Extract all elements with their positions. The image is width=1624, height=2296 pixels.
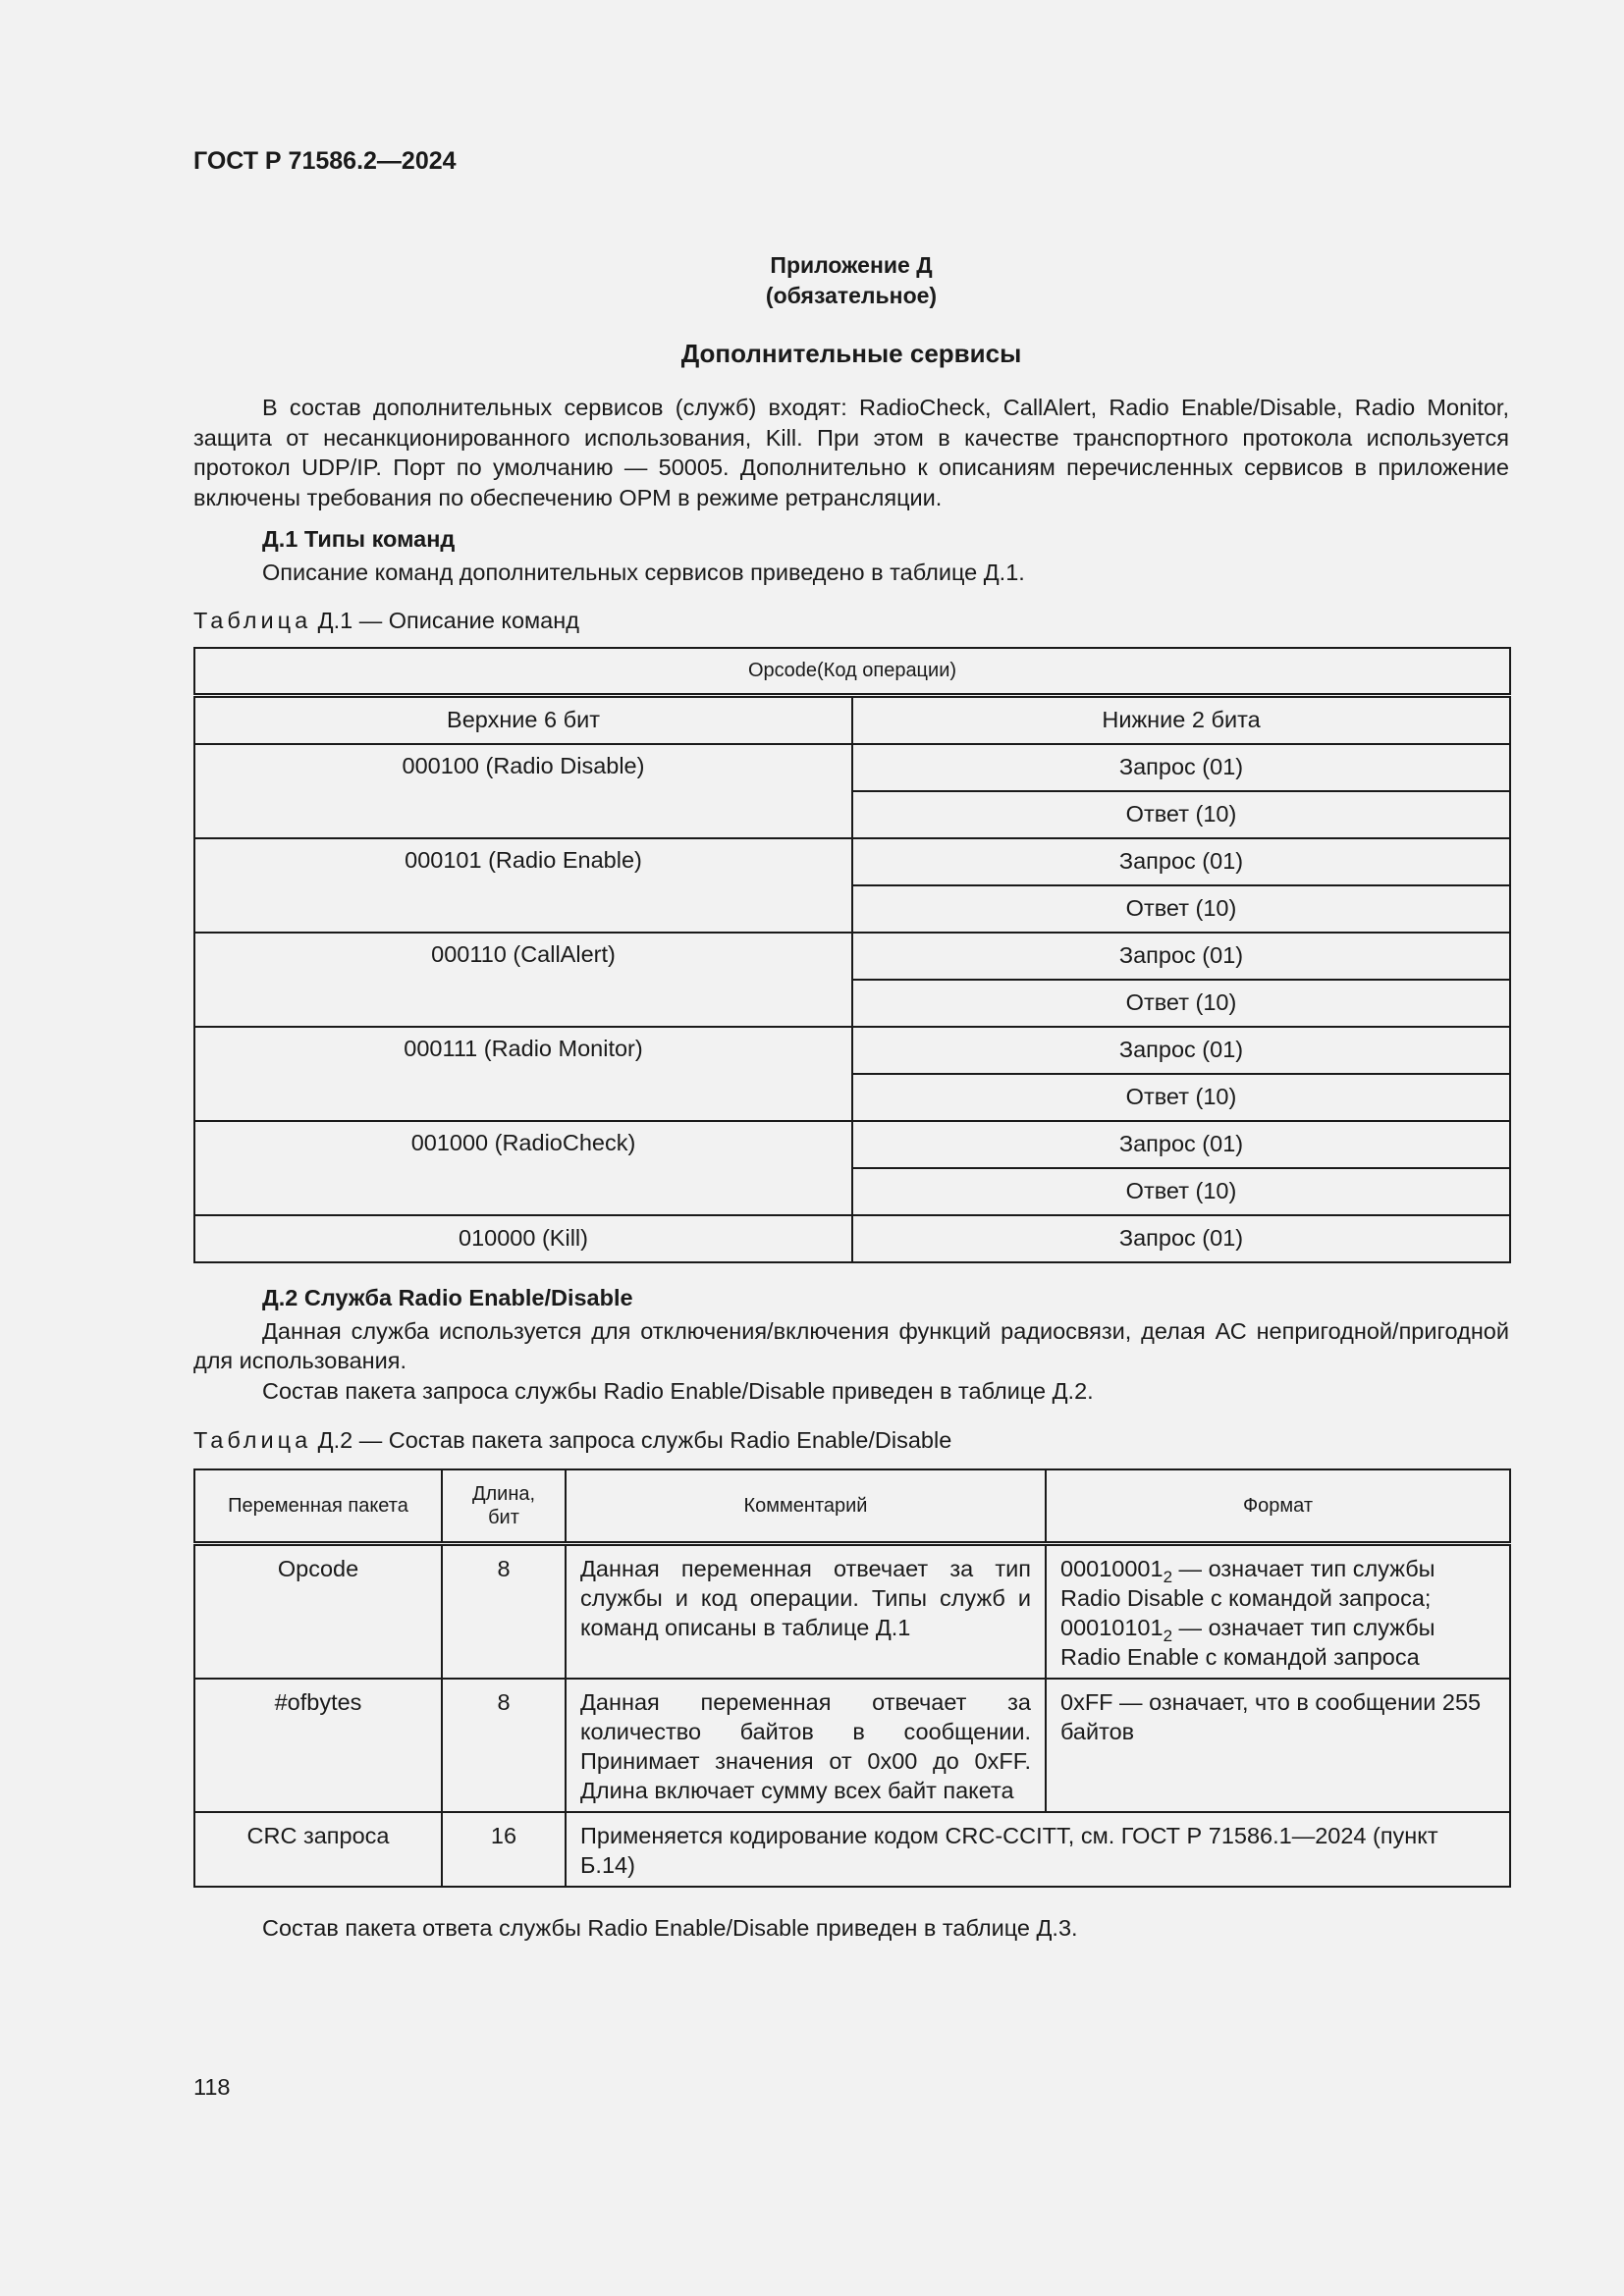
table-cell-upper: 010000 (Kill) <box>194 1215 852 1262</box>
length-header-line1: Длина, <box>471 1483 536 1505</box>
table-cell-lower: Запрос (01) <box>852 933 1510 980</box>
page-number: 118 <box>193 2074 231 2100</box>
annex-status: (обязательное) <box>765 283 938 308</box>
table-cell-format: 0xFF — означает, что в сообщении 255 байтов <box>1046 1679 1510 1812</box>
table-2-caption-label: Таблица <box>193 1427 312 1453</box>
table-cell-lower: Ответ (10) <box>852 791 1510 838</box>
column-header-variable: Переменная пакета <box>194 1469 442 1544</box>
table-cell-length: 8 <box>442 1679 566 1812</box>
annex-name: Приложение Д <box>770 252 933 278</box>
format-code-base: 2 <box>1163 1627 1173 1645</box>
section-1-text: Описание команд дополнительных сервисов приведено в таблице Д.1. <box>262 560 1025 585</box>
closing-text: Состав пакета ответа службы Radio Enable/Disable приведен в таблице Д.3. <box>262 1915 1078 1941</box>
table-cell-upper: 000101 (Radio Enable) <box>194 838 852 933</box>
length-header-line2: бит <box>488 1507 519 1528</box>
format-code: 00010001 <box>1060 1556 1164 1581</box>
section-2-heading: Д.2 Служба Radio Enable/Disable <box>262 1284 633 1310</box>
table-cell-lower: Ответ (10) <box>852 980 1510 1027</box>
column-header-comment: Комментарий <box>566 1469 1046 1544</box>
table-2-caption <box>193 1425 1509 1455</box>
page-content <box>193 147 1509 1944</box>
table-cell-format <box>1046 1544 1510 1680</box>
table-cell-length: 8 <box>442 1544 566 1680</box>
format-code: 00010101 <box>1060 1615 1164 1640</box>
section-1-heading: Д.1 Типы команд <box>262 526 456 552</box>
annex-title <box>193 250 1509 311</box>
table-cell-length: 16 <box>442 1812 566 1887</box>
section-2-text: Состав пакета запроса службы Radio Enable/Disable приведен в таблице Д.2. <box>262 1377 1094 1404</box>
request-packet-table <box>193 1468 1511 1888</box>
opcode-header: Opcode(Код операции) <box>194 648 1510 696</box>
lower-bits-header: Нижние 2 бита <box>852 695 1510 744</box>
table-cell-comment: Данная переменная отвечает за количество байтов в сообщении. Принимает значения от 0x00 до 0xFF. Длина включает сумму всех байт пакета <box>566 1679 1046 1812</box>
format-text: — означает тип службы Radio Disable с командой запроса; <box>1060 1556 1435 1611</box>
format-code-base: 2 <box>1163 1568 1173 1586</box>
table-cell-variable: CRC запроса <box>194 1812 442 1887</box>
table-cell-upper: 000111 (Radio Monitor) <box>194 1027 852 1121</box>
table-cell-lower: Ответ (10) <box>852 1168 1510 1215</box>
intro-paragraph: В состав дополнительных сервисов (служб) входят: RadioCheck, CallAlert, Radio Enable/Disable, Radio Monitor, защита от несанкционированного использования, Kill. При этом в качестве транспортного протокола используется протокол UDP/IP. Порт по умолчанию — 50005. Дополнительно к описаниям перечисленных сервисов в приложение включены требования по обеспечению ОРМ в режиме ретрансляции. <box>193 395 1509 510</box>
table-cell-upper: 000110 (CallAlert) <box>194 933 852 1027</box>
table-cell-comment: Данная переменная отвечает за тип службы и код операции. Типы служб и команд описаны в таблице Д.1 <box>566 1544 1046 1680</box>
commands-table <box>193 647 1511 1263</box>
table-cell-lower: Запрос (01) <box>852 744 1510 791</box>
table-cell-lower: Запрос (01) <box>852 838 1510 885</box>
table-cell-lower: Ответ (10) <box>852 885 1510 933</box>
table-cell-upper: 000100 (Radio Disable) <box>194 744 852 838</box>
table-1-caption-text: Д.1 — Описание команд <box>311 607 579 633</box>
table-cell-lower: Ответ (10) <box>852 1074 1510 1121</box>
table-cell-upper: 001000 (RadioCheck) <box>194 1121 852 1215</box>
upper-bits-header: Верхние 6 бит <box>194 695 852 744</box>
table-cell-variable: #ofbytes <box>194 1679 442 1812</box>
table-1-caption <box>193 606 1509 635</box>
document-header: ГОСТ Р 71586.2—2024 <box>193 147 457 175</box>
format-text: — означает тип службы Radio Enable с командой запроса <box>1060 1615 1435 1670</box>
table-cell-variable: Opcode <box>194 1544 442 1680</box>
table-2-caption-text: Д.2 — Состав пакета запроса службы Radio Enable/Disable <box>311 1427 952 1453</box>
table-cell-lower: Запрос (01) <box>852 1027 1510 1074</box>
column-header-format: Формат <box>1046 1469 1510 1544</box>
table-1-caption-label: Таблица <box>193 607 312 633</box>
table-cell-lower: Запрос (01) <box>852 1121 1510 1168</box>
table-cell-lower: Запрос (01) <box>852 1215 1510 1262</box>
section-2-text: Данная служба используется для отключения/включения функций радиосвязи, делая АС непригодной/пригодной для использования. <box>193 1317 1509 1373</box>
table-cell-comment: Применяется кодирование кодом CRC-CCITT, см. ГОСТ Р 71586.1—2024 (пункт Б.14) <box>566 1812 1510 1887</box>
annex-heading: Дополнительные сервисы <box>680 339 1022 368</box>
column-header-length <box>442 1469 566 1544</box>
